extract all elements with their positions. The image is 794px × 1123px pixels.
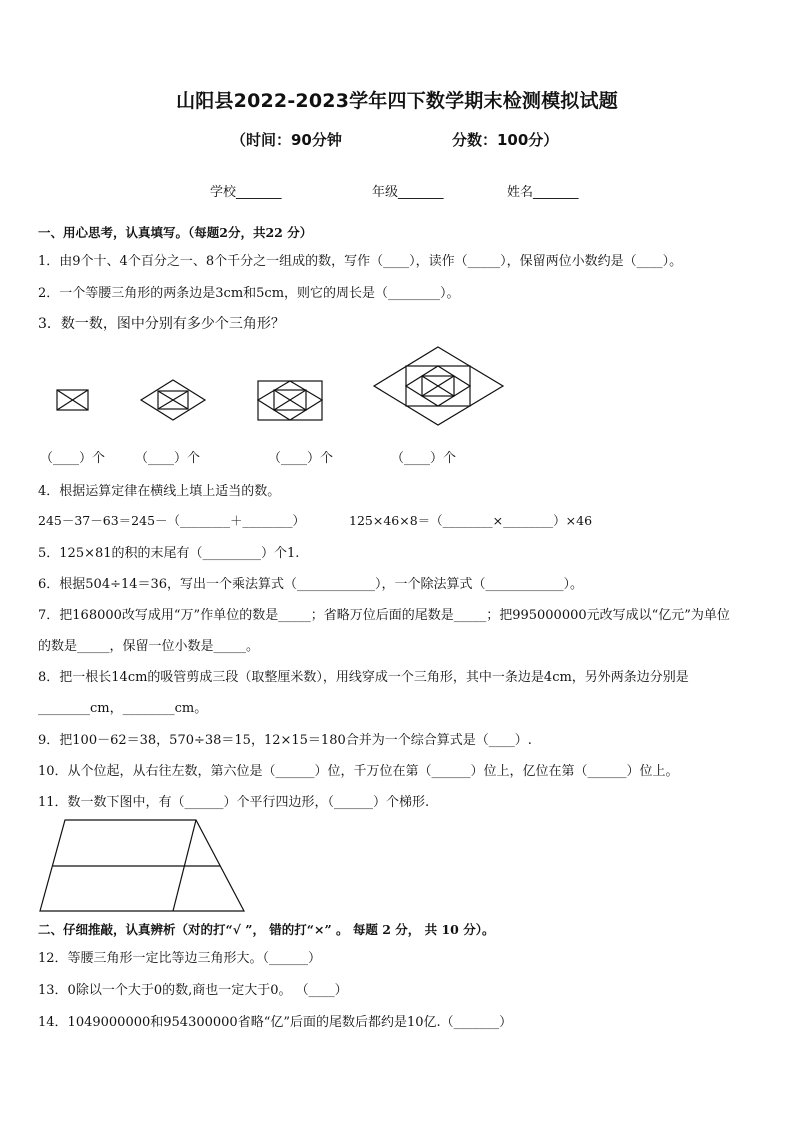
- school-field: 学校_______: [210, 185, 282, 200]
- question-4: 4．根据运算定律在横线上填上适当的数。: [38, 484, 281, 499]
- question-3: 3．数一数，图中分别有多少个三角形？: [38, 316, 285, 332]
- name-field: 姓名_______: [507, 185, 579, 200]
- q3-answer-1: （____）个: [40, 451, 106, 466]
- q3-answer-4: （____）个: [391, 451, 457, 466]
- question-10: 10．从个位起，从右往左数，第六位是（______）位，千万位在第（______）位上，亿位在第（______）位上。: [38, 764, 679, 779]
- question-5: 5．125×81的积的末尾有（_________）个1.: [38, 546, 300, 561]
- question-9: 9．把100－62＝38，570÷38＝15，12×15＝180合并为一个综合算式是（____）.: [38, 733, 532, 748]
- question-1: 1．由9个十、4个百分之一、8个千分之一组成的数，写作（____），读作（_____），保留两位小数约是（____）。: [38, 254, 683, 269]
- q3-answer-2: （____）个: [135, 451, 201, 466]
- question-7-line-1: 7．把168000改写成用“万”作单位的数是_____；省略万位后面的尾数是_____；把995000000元改写成以“亿元”为单位: [38, 608, 730, 623]
- question-8-line-1: 8．把一根长14cm的吸管剪成三段（取整厘米数），用线穿成一个三角形，其中一条边是4cm，另外两条边分别是: [38, 670, 689, 685]
- question-6: 6．根据504÷14＝36，写出一个乘法算式（____________），一个除法算式（____________）。: [38, 577, 584, 592]
- section-1-heading: 一、用心思考，认真填写。（每题2分，共22 分）: [38, 225, 313, 240]
- exam-time: （时间：90分钟: [231, 131, 342, 149]
- page-title: 山阳县2022-2023学年四下数学期末检测模拟试题: [176, 90, 618, 112]
- exam-score: 分数：100分）: [452, 131, 559, 149]
- question-11: 11．数一数下图中，有（______）个平行四边形，（______）个梯形.: [38, 795, 430, 810]
- grade-field: 年级_______: [372, 185, 444, 200]
- question-4b: 125×46×8＝（________×________）×46: [349, 513, 593, 528]
- q3-answer-3: （____）个: [268, 451, 334, 466]
- question-7-line-2: 的数是_____，保留一位小数是_____。: [38, 639, 260, 654]
- question-8-line-2: ________cm，________cm。: [38, 701, 208, 716]
- question-4a: 245－37－63＝245－（________＋________）: [38, 513, 306, 528]
- question-12: 12．等腰三角形一定比等边三角形大。（______）: [38, 951, 322, 966]
- section-2-heading: 二、仔细推敲，认真辨析（对的打“√ ”， 错的打“×” 。 每题 2 分， 共 10 分）。: [38, 922, 495, 937]
- question-13: 13．0除以一个大于0的数,商也一定大于0。 （____）: [38, 983, 348, 998]
- question-2: 2．一个等腰三角形的两条边是3cm和5cm，则它的周长是（________）。: [38, 286, 460, 301]
- question-14: 14．1049000000和954300000省略“亿”后面的尾数后都约是10亿.（_______）: [38, 1015, 513, 1030]
